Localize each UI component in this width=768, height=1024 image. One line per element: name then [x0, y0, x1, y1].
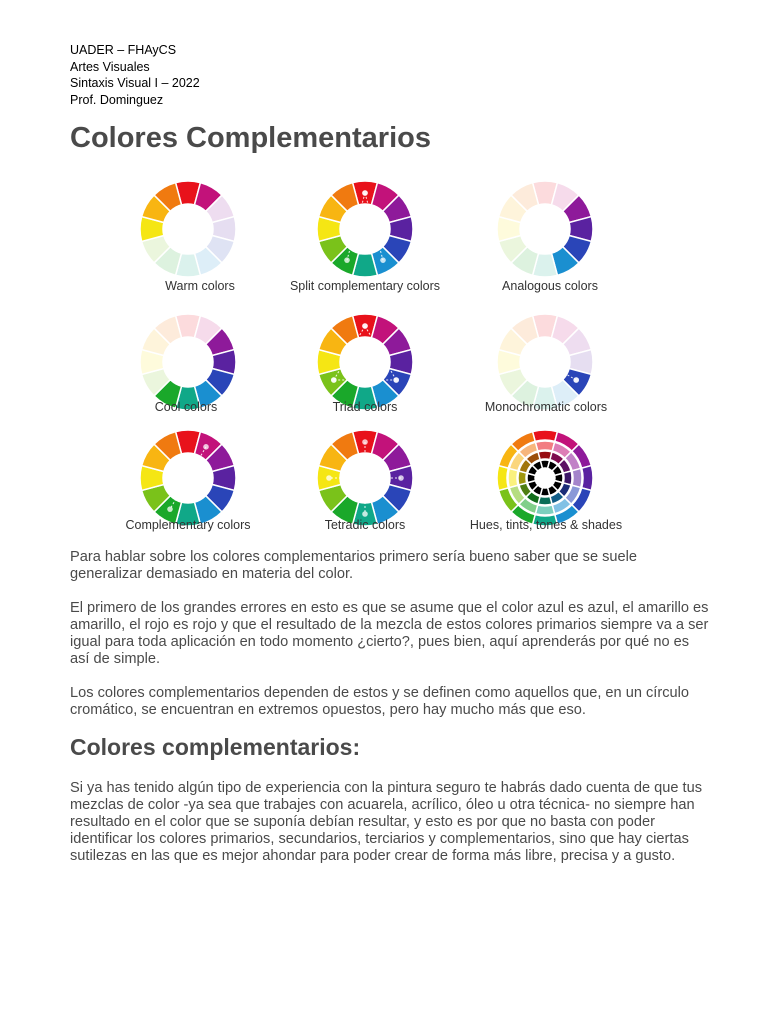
wheel-label-tetradic: Tetradic colors: [324, 518, 406, 532]
wheel-marker: [573, 377, 579, 383]
paragraph-errors: El primero de los grandes errores en esto es que se asume que el color azul es azul, el amarillo es amarillo, el rojo es rojo y que el resultado de la mezcla de estos colores primarios siempre va a ser igual para toda aplicación en todo momento ¿cierto?, pues bien, aquí aprenderás por qué no es así de simple.: [70, 600, 709, 667]
wheel-label-analogous: Analogous colors: [502, 279, 598, 293]
wheel-marker: [362, 190, 368, 196]
color-wheel-cool: [138, 312, 238, 412]
color-wheel-analogous: [495, 179, 595, 279]
wheel-marker: [362, 439, 368, 445]
wheel-center: [341, 205, 389, 253]
wheel-label-warm: Warm colors: [165, 279, 235, 293]
wheel-segment-tint: [508, 468, 518, 487]
wheel-segment-tint: [535, 441, 554, 451]
wheel-marker: [344, 257, 350, 263]
color-wheel-warm: [138, 179, 238, 279]
wheel-label-cool: Cool colors: [154, 400, 218, 414]
wheel-marker: [393, 377, 399, 383]
wheel-center: [164, 205, 212, 253]
wheel-segment-hue: [582, 466, 593, 491]
header-line-subject: Sintaxis Visual I – 2022: [70, 76, 200, 90]
wheel-segment-hue: [533, 430, 558, 441]
wheel-label-hues: Hues, tints, tones & shades: [469, 518, 623, 532]
wheel-marker: [362, 323, 368, 329]
page-title: Colores Complementarios: [70, 122, 431, 154]
wheel-label-triad: Triad colors: [332, 400, 398, 414]
wheel-marker: [167, 506, 173, 512]
paragraph-definition: Los colores complementarios dependen de estos y se definen como aquellos que, en un círculo cromático, se encuentran en extremos opuestos, pero hay mucho más que eso.: [70, 685, 689, 718]
color-wheel-complementary: [138, 428, 238, 528]
wheel-label-mono: Monochromatic colors: [484, 400, 608, 414]
wheel-segment-hue: [497, 466, 508, 491]
header-line-institution: UADER – FHAyCS: [70, 43, 177, 57]
color-wheel-split-complementary: [315, 179, 415, 279]
wheel-segment-tint: [535, 505, 554, 515]
paragraph-experience: Si ya has tenido algún tipo de experiencia con la pintura seguro te habrás dado cuenta de que tus mezclas de color -ya sea que trabajes con acuarela, acrílico, óleo u otra técnica- no siempre han resultado en el color que se suponía debían resultar, y esto es por que no basta con poder identificar los colores primarios, secundarios, terciarios y complementarios, sino que hay ciertas sutilezas en las que es mejor ahondar para poder crear de forma más libre, precisa y a gusto.: [70, 780, 703, 864]
wheel-marker: [203, 444, 209, 450]
wheel-label-split: Split complementary colors: [289, 279, 441, 293]
wheel-center: [521, 205, 569, 253]
wheel-marker: [398, 475, 404, 481]
wheel-marker: [331, 377, 337, 383]
wheel-marker: [326, 475, 332, 481]
wheel-center: [536, 469, 554, 487]
color-wheel-hues-tints-tones-shades: [495, 428, 595, 528]
color-wheel-figure: [100, 176, 660, 541]
wheel-center: [164, 338, 212, 386]
wheel-marker: [362, 511, 368, 517]
wheel-marker: [380, 257, 386, 263]
wheel-center: [341, 338, 389, 386]
header-line-course: Artes Visuales: [70, 59, 150, 74]
color-wheel-tetradic: [315, 428, 415, 528]
color-wheel-monochromatic: [495, 312, 595, 412]
section-heading: Colores complementarios:: [70, 734, 361, 760]
wheel-label-complementary: Complementary colors: [125, 518, 251, 532]
wheel-segment-tint: [572, 468, 582, 487]
paragraph-intro: Para hablar sobre los colores complementarios primero sería bueno saber que se suele generalizar demasiado en materia del color.: [70, 549, 638, 582]
document-header: [70, 42, 200, 108]
color-wheel-triad: [315, 312, 415, 412]
header-line-professor: Prof. Dominguez: [70, 92, 164, 107]
